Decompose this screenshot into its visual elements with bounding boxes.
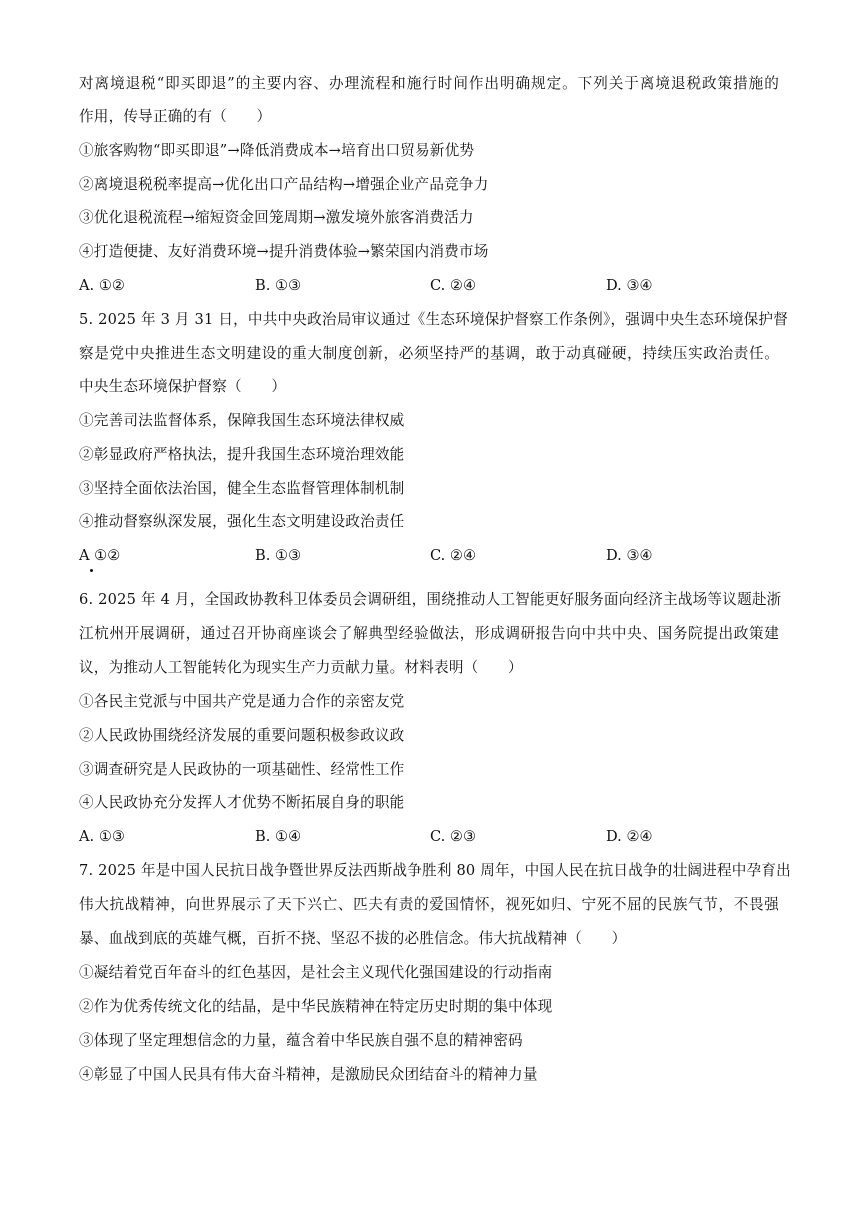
q4-option-d[interactable]: D. ③④ <box>606 277 653 294</box>
q6-option-a[interactable]: A. ①③ <box>79 828 125 845</box>
q7-item-4: ④彰显了中国人民具有伟大奋斗精神，是激励民众团结奋斗的精神力量 <box>79 1066 538 1083</box>
q4-option-a[interactable]: A. ①② <box>79 277 125 294</box>
q5-item-1: ①完善司法监督体系，保障我国生态环境法律权威 <box>79 412 405 429</box>
q6-item-2: ②人民政协围绕经济发展的重要问题积极参政议政 <box>79 727 405 744</box>
q6-item-1: ①各民主党派与中国共产党是通力合作的亲密友党 <box>79 693 405 710</box>
q7-stem-line-1: 7. 2025 年是中国人民抗日战争暨世界反法西斯战争胜利 80 周年，中国人民在抗日战争的壮阔进程中孕育出 <box>79 862 791 879</box>
q6-item-3: ③调查研究是人民政协的一项基础性、经常性工作 <box>79 761 405 778</box>
q4-item-4: ④打造便捷、友好消费环境→提升消费体验→繁荣国内消费市场 <box>79 243 489 260</box>
q6-stem-line-2: 江杭州开展调研，通过召开协商座谈会了解典型经验做法，形成调研报告向中共中央、国务院提出政策建 <box>79 625 779 642</box>
q7-item-1: ①凝结着党百年奋斗的红色基因，是社会主义现代化强国建设的行动指南 <box>79 964 553 981</box>
q4-option-c[interactable]: C. ②④ <box>430 277 477 294</box>
q5-item-3: ③坚持全面依法治国，健全生态监督管理体制机制 <box>79 480 405 497</box>
q6-stem-line-1: 6. 2025 年 4 月，全国政协教科卫体委员会调研组，围绕推动人工智能更好服务面向经济主战场等议题赴浙 <box>79 591 782 608</box>
q4-item-2: ②离境退税税率提高→优化出口产品结构→增强企业产品竞争力 <box>79 176 489 193</box>
q5-stem-line-3: 中央生态环境保护督察（ ） <box>79 378 287 395</box>
q5-option-c[interactable]: C. ②④ <box>430 547 477 564</box>
q5-options <box>79 546 779 566</box>
q6-option-c[interactable]: C. ②③ <box>430 828 477 845</box>
q5-option-d[interactable]: D. ③④ <box>606 547 653 564</box>
q5-stem-line-2: 察是党中央推进生态文明建设的重大制度创新，必须坚持严的基调，敢于动真碰硬，持续压实政治责任。 <box>79 345 779 362</box>
q6-options <box>79 827 779 847</box>
q4-item-1: ①旅客购物“即买即退”→降低消费成本→培育出口贸易新优势 <box>79 142 475 159</box>
q4-item-3: ③优化退税流程→缩短资金回笼周期→激发境外旅客消费活力 <box>79 209 474 226</box>
q7-item-3: ③体现了坚定理想信念的力量，蕴含着中华民族自强不息的精神密码 <box>79 1032 523 1049</box>
q5-option-b[interactable]: B. ①③ <box>255 547 302 564</box>
q5-item-2: ②彰显政府严格执法，提升我国生态环境治理效能 <box>79 446 405 463</box>
q7-stem-line-2: 伟大抗战精神，向世界展示了天下兴亡、匹夫有责的爱国情怀，视死如归、宁死不屈的民族气节，不畏强 <box>79 896 779 913</box>
q6-item-4: ④人民政协充分发挥人才优势不断拓展自身的职能 <box>79 794 405 811</box>
q5-option-a[interactable]: A ①② <box>79 547 121 564</box>
q4-stem-line-2: 作用，传导正确的有（ ） <box>79 108 272 125</box>
q4-stem-line-1: 对离境退税“即买即退”的主要内容、办理流程和施行时间作出明确规定。下列关于离境退税政策措施的 <box>79 75 779 92</box>
q5-stem-line-1: 5. 2025 年 3 月 31 日，中共中央政治局审议通过《生态环境保护督察工作条例》，强调中央生态环境保护督 <box>79 311 788 328</box>
q4-options <box>79 276 779 296</box>
stray-dot-mark <box>90 569 93 572</box>
q6-option-d[interactable]: D. ②④ <box>606 828 653 845</box>
q7-item-2: ②作为优秀传统文化的结晶，是中华民族精神在特定历史时期的集中体现 <box>79 998 553 1015</box>
q7-stem-line-3: 暴、血战到底的英雄气概，百折不挠、坚忍不拔的必胜信念。伟大抗战精神（ ） <box>79 930 627 947</box>
q6-stem-line-3: 议，为推动人工智能转化为现实生产力贡献力量。材料表明（ ） <box>79 659 523 676</box>
q4-option-b[interactable]: B. ①③ <box>255 277 302 294</box>
q6-option-b[interactable]: B. ①④ <box>255 828 302 845</box>
q5-item-4: ④推动督察纵深发展，强化生态文明建设政治责任 <box>79 513 405 530</box>
